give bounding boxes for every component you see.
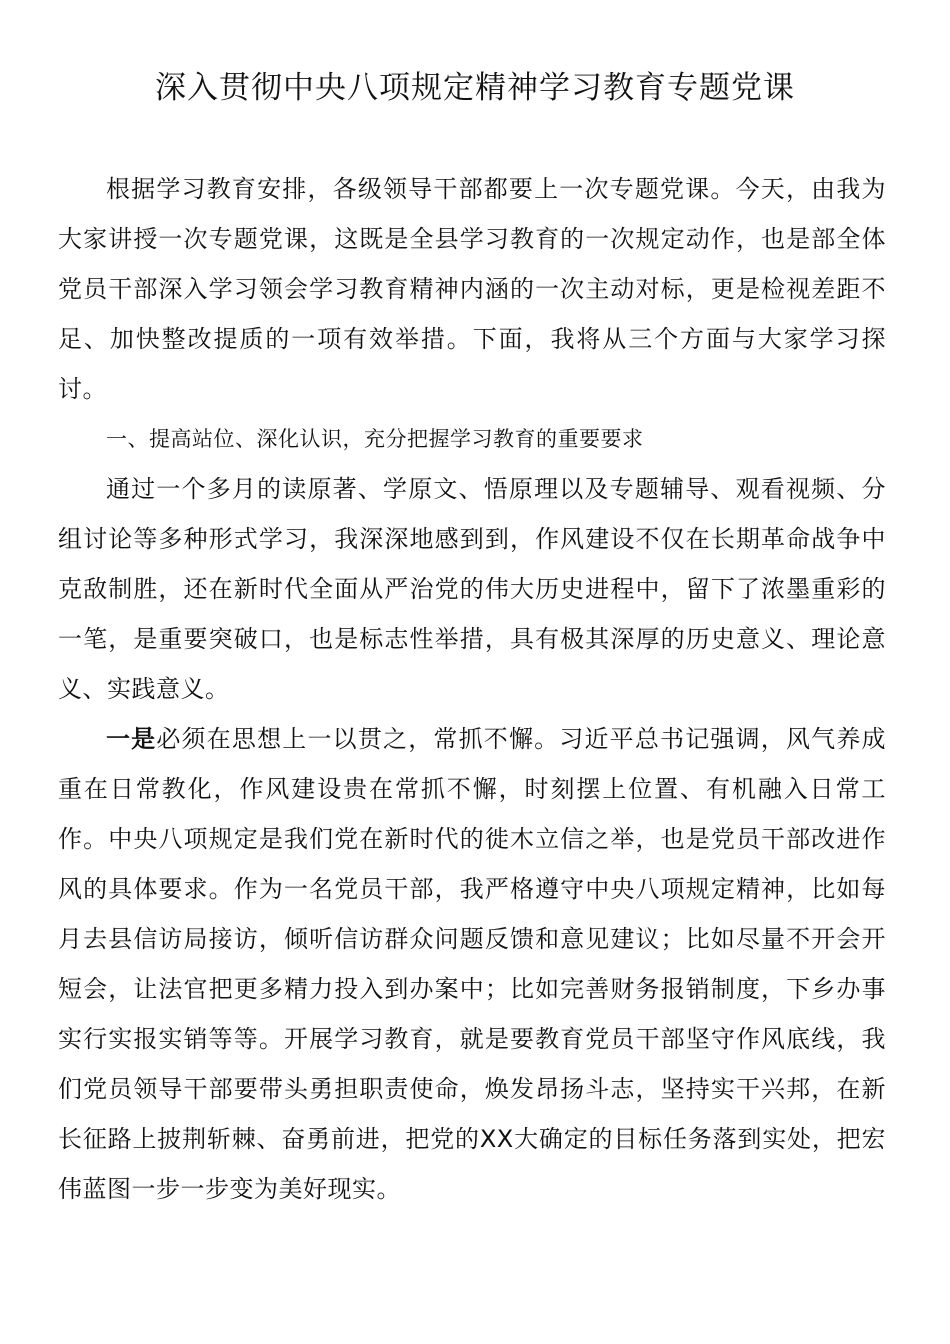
document-body — [58, 164, 886, 1214]
point-one-paragraph — [58, 714, 886, 1214]
section-one-paragraph: 通过一个多月的读原著、学原文、悟原理以及专题辅导、观看视频、分组讨论等多种形式学习，我深深地感到到，作风建设不仅在长期革命战争中克敌制胜，还在新时代全面从严治党的伟大历史进程中，留下了浓墨重彩的一笔，是重要突破口，也是标志性举措，具有极其深厚的历史意义、理论意义、实践意义。 — [58, 475, 886, 703]
document-title: 深入贯彻中央八项规定精神学习教育专题党课 — [155, 70, 795, 106]
intro-paragraph: 根据学习教育安排，各级领导干部都要上一次专题党课。今天，由我为大家讲授一次专题党课，这既是全县学习教育的一次规定动作，也是部全体党员干部深入学习领会学习教育精神内涵的一次主动对标，更是检视差距不足、加快整改提质的一项有效举措。下面，我将从三个方面与大家学习探讨。 — [58, 175, 886, 403]
point-one-body: 必须在思想上一以贯之，常抓不懈。习近平总书记强调，风气养成重在日常教化，作风建设贵在常抓不懈，时刻摆上位置、有机融入日常工作。中央八项规定是我们党在新时代的徙木立信之举，也是党员干部改进作风的具体要求。作为一名党员干部，我严格遵守中央八项规定精神，比如每月去县信访局接访，倾听信访群众问题反馈和意见建议；比如尽量不开会开短会，让法官把更多精力投入到办案中；比如完善财务报销制度，下乡办事实行实报实销等等。开展学习教育，就是要教育党员干部坚守作风底线，我们党员领导干部要带头勇担职责使命，焕发昂扬斗志，坚持实干兴邦，在新长征路上披荆斩棘、奋勇前进，把党的XX大确定的目标任务落到实处，把宏伟蓝图一步一步变为美好现实。 — [58, 725, 887, 1203]
section-one-heading: 一、提高站位、深化认识，充分把握学习教育的重要要求 — [106, 427, 644, 451]
point-one-lead: 一是 — [106, 725, 157, 753]
